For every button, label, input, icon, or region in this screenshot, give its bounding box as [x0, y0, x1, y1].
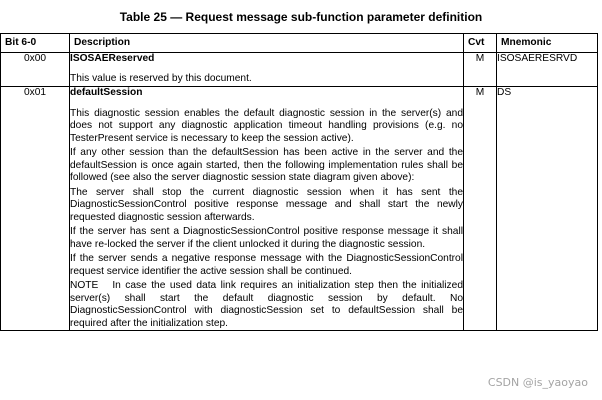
table-row	[1, 87, 598, 331]
description-paragraph: If the server sends a negative response message with the DiagnosticSessionControl request service identifier the active session shall be continued.	[70, 253, 463, 277]
table-caption: Table 25 — Request message sub-function parameter definition	[119, 10, 483, 24]
note-paragraph	[70, 280, 463, 330]
bit-value: 0x01	[1, 87, 70, 331]
description-cell	[70, 53, 464, 87]
parameter-name: ISOSAEReserved	[70, 53, 155, 64]
description-paragraph: This value is reserved by this document.	[70, 72, 252, 84]
description-paragraph: If the server has sent a DiagnosticSessionControl positive response message it shall have re-locked the server if the client unlocked it during the diagnostic session.	[70, 226, 463, 250]
note-text: In case the used data link requires an initialization step then the initialized server(s) shall start the default diagnostic session by default. No DiagnosticSessionControl with diagnosticSession set to defaultSession shall be required after the initialization step.	[70, 280, 463, 329]
bit-value: 0x00	[1, 53, 70, 87]
mnemonic-value: ISOSAERESRVD	[497, 53, 598, 87]
parameter-name: defaultSession	[70, 87, 143, 98]
note-label: NOTE	[70, 280, 99, 291]
header-cvt: Cvt	[464, 34, 497, 53]
description-paragraph: The server shall stop the current diagnostic session when it has sent the DiagnosticSessionControl positive response message and shall start the newly requested diagnostic session afterwards.	[70, 186, 463, 223]
mnemonic-value: DS	[497, 87, 598, 331]
header-mnemonic: Mnemonic	[497, 34, 598, 53]
table-header-row	[1, 34, 598, 53]
table-row	[1, 53, 598, 87]
description-paragraph: This diagnostic session enables the default diagnostic session in the server(s) and does not support any diagnostic application timeout handling provisions (e.g. no TesterPresent service is necessary to keep the session active).	[70, 107, 463, 144]
watermark-text: CSDN @is_yaoyao	[487, 376, 588, 389]
description-paragraph: If any other session than the defaultSession has been active in the server and the defaultSession is once again started, then the following implementation rules shall be followed (see also the server diagnostic session state diagram given above):	[70, 147, 463, 183]
header-bit: Bit 6-0	[1, 34, 70, 53]
parameter-table	[0, 33, 598, 331]
cvt-value: M	[464, 87, 497, 331]
description-cell	[70, 87, 464, 331]
cvt-value: M	[464, 53, 497, 87]
header-description: Description	[70, 34, 464, 53]
